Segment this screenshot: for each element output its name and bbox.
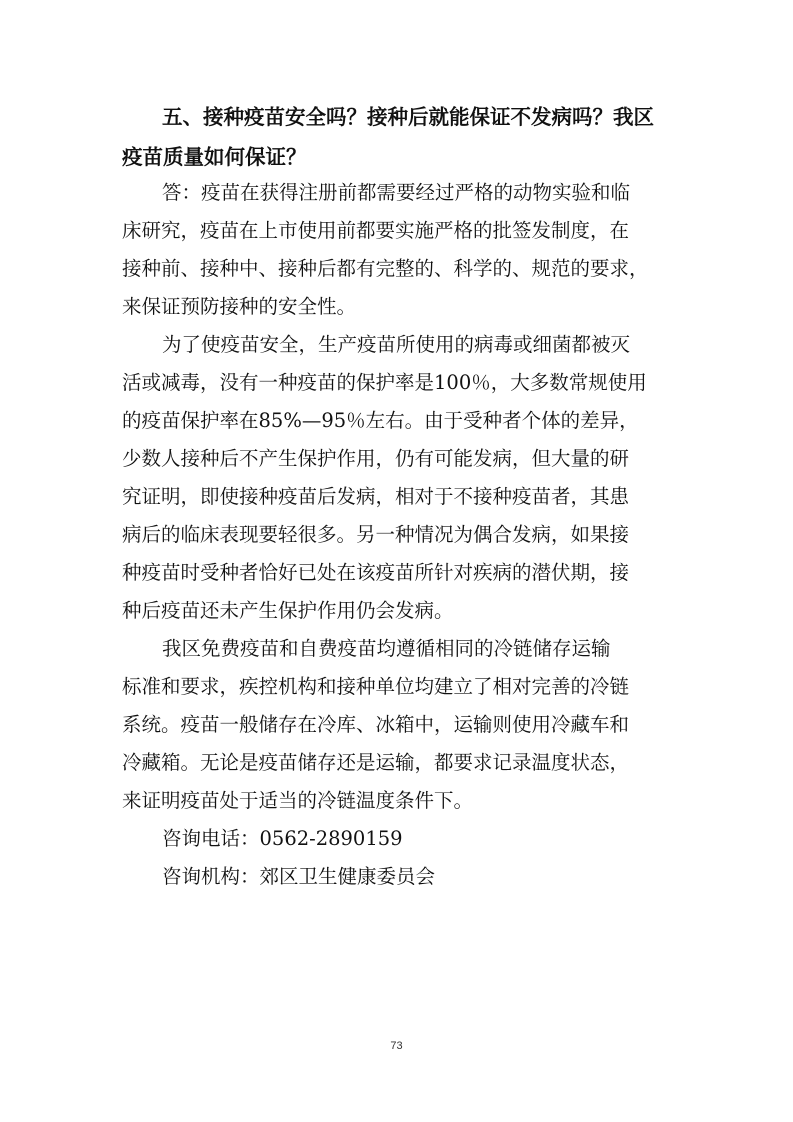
paragraph-1-line-4: 来保证预防接种的安全性。 bbox=[122, 295, 357, 318]
paragraph-3-line-5: 来证明疫苗处于适当的冷链温度条件下。 bbox=[122, 789, 474, 812]
contact-phone: 咨询电话：0562-2890159 bbox=[162, 827, 403, 850]
section-heading-line-2: 疫苗质量如何保证？ bbox=[122, 145, 307, 169]
paragraph-3-line-3: 系统。疫苗一般储存在冷库、冰箱中，运输则使用冷藏车和 bbox=[122, 713, 630, 736]
section-heading-line-1: 五、接种疫苗安全吗？接种后就能保证不发病吗？我区 bbox=[162, 105, 654, 129]
paragraph-2-line-8: 种后疫苗还未产生保护作用仍会发病。 bbox=[122, 599, 454, 622]
page-number: 73 bbox=[390, 1040, 403, 1052]
paragraph-2-line-2: 活或减毒，没有一种疫苗的保护率是100％，大多数常规使用 bbox=[122, 371, 647, 394]
paragraph-2-line-3: 的疫苗保护率在85%—95％左右。由于受种者个体的差异， bbox=[122, 409, 639, 432]
paragraph-1-line-3: 接种前、接种中、接种后都有完整的、科学的、规范的要求， bbox=[122, 257, 649, 280]
paragraph-1-line-2: 床研究，疫苗在上市使用前都要实施严格的批签发制度，在 bbox=[122, 219, 630, 242]
paragraph-1-line-1: 答：疫苗在获得注册前都需要经过严格的动物实验和临 bbox=[162, 181, 631, 204]
paragraph-3-line-1: 我区免费疫苗和自费疫苗均遵循相同的冷链储存运输 bbox=[162, 637, 611, 660]
paragraph-2-line-7: 种疫苗时受种者恰好已处在该疫苗所针对疾病的潜伏期，接 bbox=[122, 561, 630, 584]
paragraph-2-line-4: 少数人接种后不产生保护作用，仍有可能发病，但大量的研 bbox=[122, 447, 630, 470]
paragraph-2-line-1: 为了使疫苗安全，生产疫苗所使用的病毒或细菌都被灭 bbox=[162, 333, 631, 356]
contact-organization: 咨询机构：郊区卫生健康委员会 bbox=[162, 865, 436, 888]
paragraph-2-line-6: 病后的临床表现要轻很多。另一种情况为偶合发病，如果接 bbox=[122, 523, 630, 546]
paragraph-3-line-2: 标准和要求，疾控机构和接种单位均建立了相对完善的冷链 bbox=[122, 675, 630, 698]
paragraph-3-line-4: 冷藏箱。无论是疫苗储存还是运输，都要求记录温度状态， bbox=[122, 751, 630, 774]
paragraph-2-line-5: 究证明，即使接种疫苗后发病，相对于不接种疫苗者，其患 bbox=[122, 485, 630, 508]
